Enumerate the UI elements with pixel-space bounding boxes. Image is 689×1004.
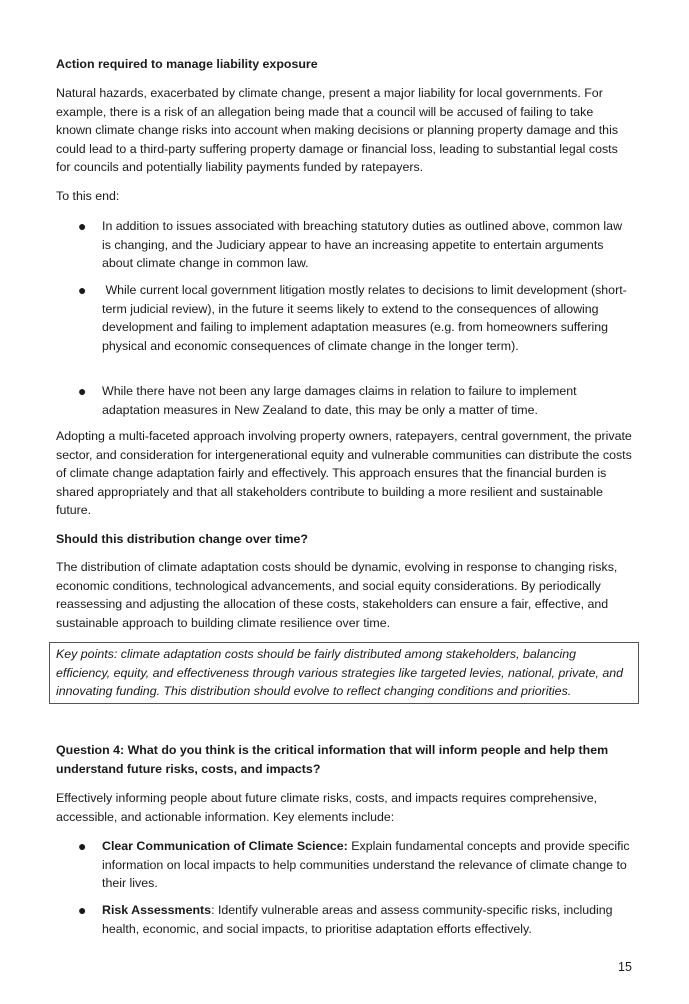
paragraph-multi-faceted: Adopting a multi-faceted approach involving property owners, ratepayers, central government, the private sector, and consideration for intergenerational equity and vulnerable communities can distribute the costs of climate change adaptation fairly and effectively. This approach ensures that the financial burden is shared appropriately and that all stakeholders contribute to building a more resilient and sustainable future. [56, 429, 632, 518]
paragraph-natural-hazards: Natural hazards, exacerbated by climate change, present a major liability for local governments. For example, there is a risk of an allegation being made that a council will be accused of failing to take known climate change risks into account when making decisions or planning property damage and this could lead to a third-party suffering property damage or financial loss, leading to substantial legal costs for councils and potentially liability payments funded by ratepayers. [56, 86, 619, 175]
paragraph-effectively-informing: Effectively informing people about future climate risks, costs, and impacts requires comprehensive, accessible, and actionable information. Key elements include: [56, 791, 598, 824]
list-item-text [102, 837, 632, 893]
bullet-icon: ● [78, 282, 87, 298]
bullet-icon: ● [78, 218, 87, 234]
list-item-text: While there have not been any large damages claims in relation to failure to implement adaptation measures in New Zealand to date, this may be only a matter of time. [102, 384, 577, 417]
key-points-box: Key points: climate adaptation costs should be fairly distributed among stakeholders, balancing efficiency, equity, and effectiveness through various strategies like targeted levies, national, private, and innovating funding. This distribution should evolve to reflect changing conditions and priorities. [49, 642, 639, 704]
list-item-body: : Identify vulnerable areas and assess community-specific risks, including health, economic, and social impacts, to prioritise adaptation efforts effectively. [102, 903, 613, 936]
list-item-bold: Clear Communication of Climate Science: [102, 839, 348, 853]
list-item-text [102, 901, 632, 938]
bullet-icon: ● [78, 902, 87, 918]
list-item-bold: Risk Assessments [102, 903, 212, 917]
bullet-icon: ● [78, 383, 87, 399]
list-item-text: While current local government litigation mostly relates to decisions to limit development (short-term judicial review), in the future it seems likely to extend to the consequences of allowing development and failing to implement adaptation measures (e.g. from homeowners suffering physical and economic consequences of climate change in the longer term). [102, 283, 627, 353]
heading-distribution-change: Should this distribution change over time? [56, 532, 308, 546]
list-item-body: Explain fundamental concepts and provide specific information on local impacts to help communities understand the relevance of climate change to their lives. [102, 839, 630, 891]
heading-liability-exposure: Action required to manage liability exposure [56, 57, 318, 71]
heading-question-4: Question 4: What do you think is the critical information that will inform people and help them understand future risks, costs, and impacts? [56, 743, 609, 776]
page-number: 15 [618, 960, 632, 974]
paragraph-distribution-dynamic: The distribution of climate adaptation costs should be dynamic, evolving in response to changing risks, economic conditions, technological advancements, and social equity considerations. By periodically reassessing and adjusting the allocation of these costs, stakeholders can ensure a fair, effective, and sustainable approach to building climate resilience over time. [56, 560, 618, 630]
paragraph-to-this-end: To this end: [56, 189, 120, 203]
list-item-text: In addition to issues associated with breaching statutory duties as outlined above, common law is changing, and the Judiciary appear to have an increasing appetite to entertain arguments about climate change in common law. [102, 219, 623, 271]
bullet-icon: ● [78, 838, 87, 854]
